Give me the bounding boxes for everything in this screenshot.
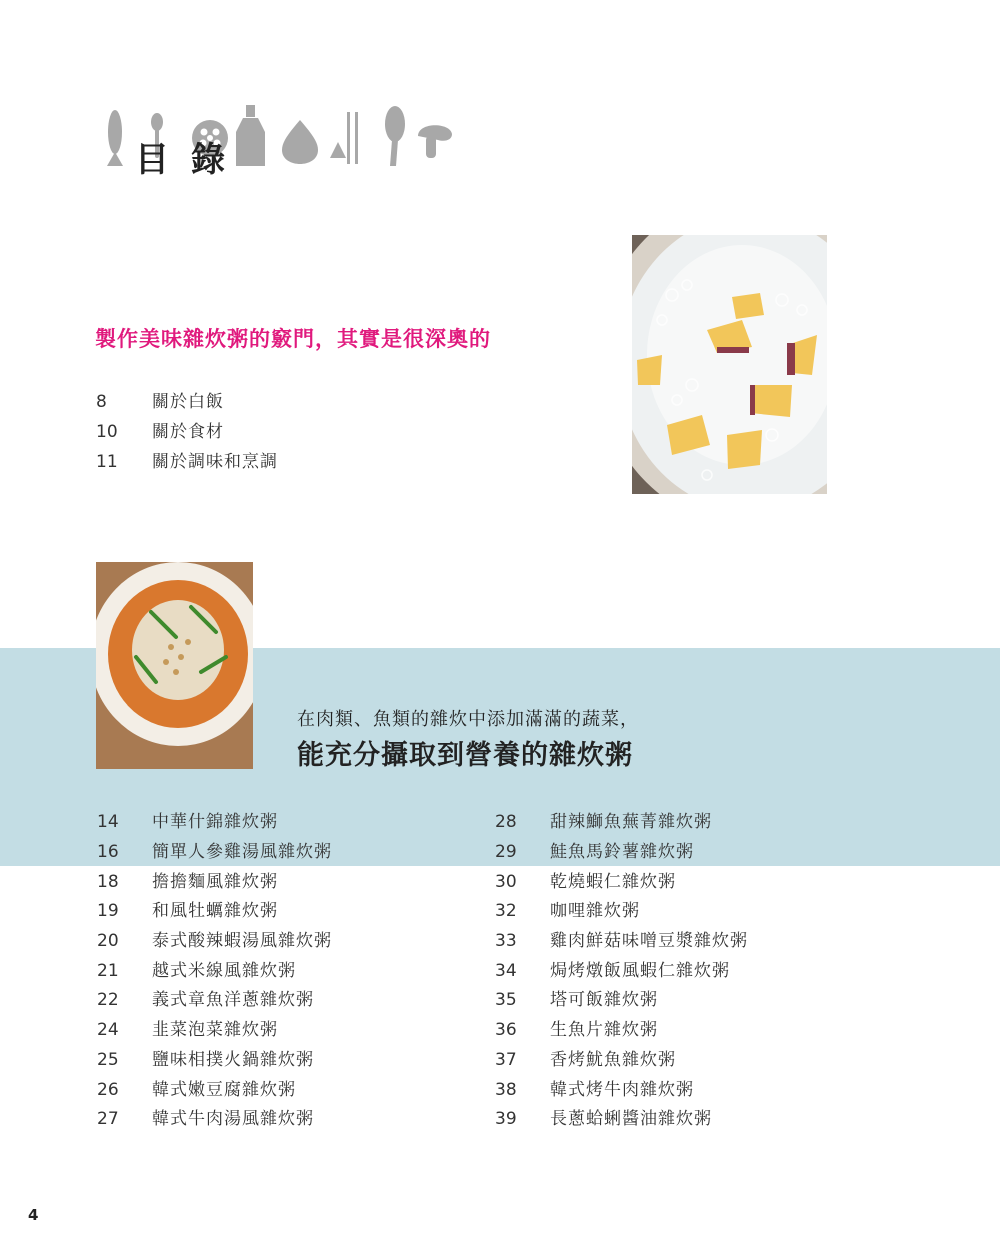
fish-icon [107, 110, 123, 166]
mushroom-icon [418, 125, 452, 158]
toc-title: 塔可飯雜炊粥 [550, 990, 658, 1010]
toc-page-number: 38 [495, 1080, 517, 1100]
section2-toc-left [97, 807, 477, 1137]
page-title: 目錄 [135, 140, 247, 180]
toc-title: 甜辣鰤魚蕪菁雜炊粥 [550, 812, 712, 832]
ladle-icon [385, 106, 405, 166]
toc-title: 義式章魚洋蔥雜炊粥 [152, 990, 314, 1010]
toc-page-number: 14 [97, 812, 119, 832]
toc-title: 生魚片雜炊粥 [550, 1020, 658, 1040]
toc-title: 和風牡蠣雜炊粥 [152, 901, 278, 921]
section2-subheading: 在肉類、魚類的雜炊中添加滿滿的蔬菜， [297, 709, 639, 730]
toc-title: 關於食材 [152, 422, 224, 442]
chopsticks-icon [347, 112, 358, 164]
toc-page-number: 18 [97, 872, 119, 892]
toc-title: 韓式嫩豆腐雜炊粥 [152, 1080, 296, 1100]
toc-page-number: 39 [495, 1109, 517, 1129]
toc-title: 鹽味相撲火鍋雜炊粥 [152, 1050, 314, 1070]
toc-page-number: 29 [495, 842, 517, 862]
section2-heading: 能充分攝取到營養的雜炊粥 [297, 740, 633, 771]
toc-title: 泰式酸辣蝦湯風雜炊粥 [152, 931, 332, 951]
garlic-icon [282, 120, 318, 164]
toc-title: 雞肉鮮菇味噌豆漿雜炊粥 [550, 931, 748, 951]
toc-title: 韓式牛肉湯風雜炊粥 [152, 1109, 314, 1129]
onigiri-icon [330, 142, 346, 158]
toc-title: 越式米線風雜炊粥 [152, 961, 296, 981]
toc-page-number: 11 [96, 452, 118, 472]
toc-page-number: 35 [495, 990, 517, 1010]
toc-title: 韭菜泡菜雜炊粥 [152, 1020, 278, 1040]
toc-title: 乾燒蝦仁雜炊粥 [550, 872, 676, 892]
toc-title: 擔擔麵風雜炊粥 [152, 872, 278, 892]
toc-page-number: 24 [97, 1020, 119, 1040]
toc-page-number: 26 [97, 1080, 119, 1100]
toc-page-number: 32 [495, 901, 517, 921]
dandan-porridge-photo [96, 562, 253, 769]
toc-page-number: 33 [495, 931, 517, 951]
toc-page-number: 8 [96, 392, 107, 412]
toc-page-number: 10 [96, 422, 118, 442]
toc-title: 長蔥蛤蜊醬油雜炊粥 [550, 1109, 712, 1129]
toc-page-number: 30 [495, 872, 517, 892]
section2-toc-right [495, 807, 875, 1137]
toc-page-number: 27 [97, 1109, 119, 1129]
toc-page-number: 20 [97, 931, 119, 951]
toc-title: 中華什錦雜炊粥 [152, 812, 278, 832]
toc-title: 焗烤燉飯風蝦仁雜炊粥 [550, 961, 730, 981]
toc-title: 關於調味和烹調 [152, 452, 278, 472]
toc-title: 鮭魚馬鈴薯雜炊粥 [550, 842, 694, 862]
toc-page-number: 21 [97, 961, 119, 981]
toc-page-number: 16 [97, 842, 119, 862]
toc-title: 簡單人參雞湯風雜炊粥 [152, 842, 332, 862]
toc-page-number: 19 [97, 901, 119, 921]
page-number: 4 [28, 1206, 39, 1224]
section1-toc [96, 387, 496, 482]
toc-title: 咖哩雜炊粥 [550, 901, 640, 921]
toc-page-number: 37 [495, 1050, 517, 1070]
section1-heading: 製作美味雜炊粥的竅門，其實是很深奧的 [95, 327, 491, 351]
sweet-potato-porridge-photo [632, 235, 827, 494]
toc-page-number: 25 [97, 1050, 119, 1070]
toc-page-number: 28 [495, 812, 517, 832]
toc-title: 關於白飯 [152, 392, 224, 412]
toc-title: 韓式烤牛肉雜炊粥 [550, 1080, 694, 1100]
toc-title: 香烤魷魚雜炊粥 [550, 1050, 676, 1070]
toc-page-number: 36 [495, 1020, 517, 1040]
toc-page-number: 22 [97, 990, 119, 1010]
toc-page-number: 34 [495, 961, 517, 981]
